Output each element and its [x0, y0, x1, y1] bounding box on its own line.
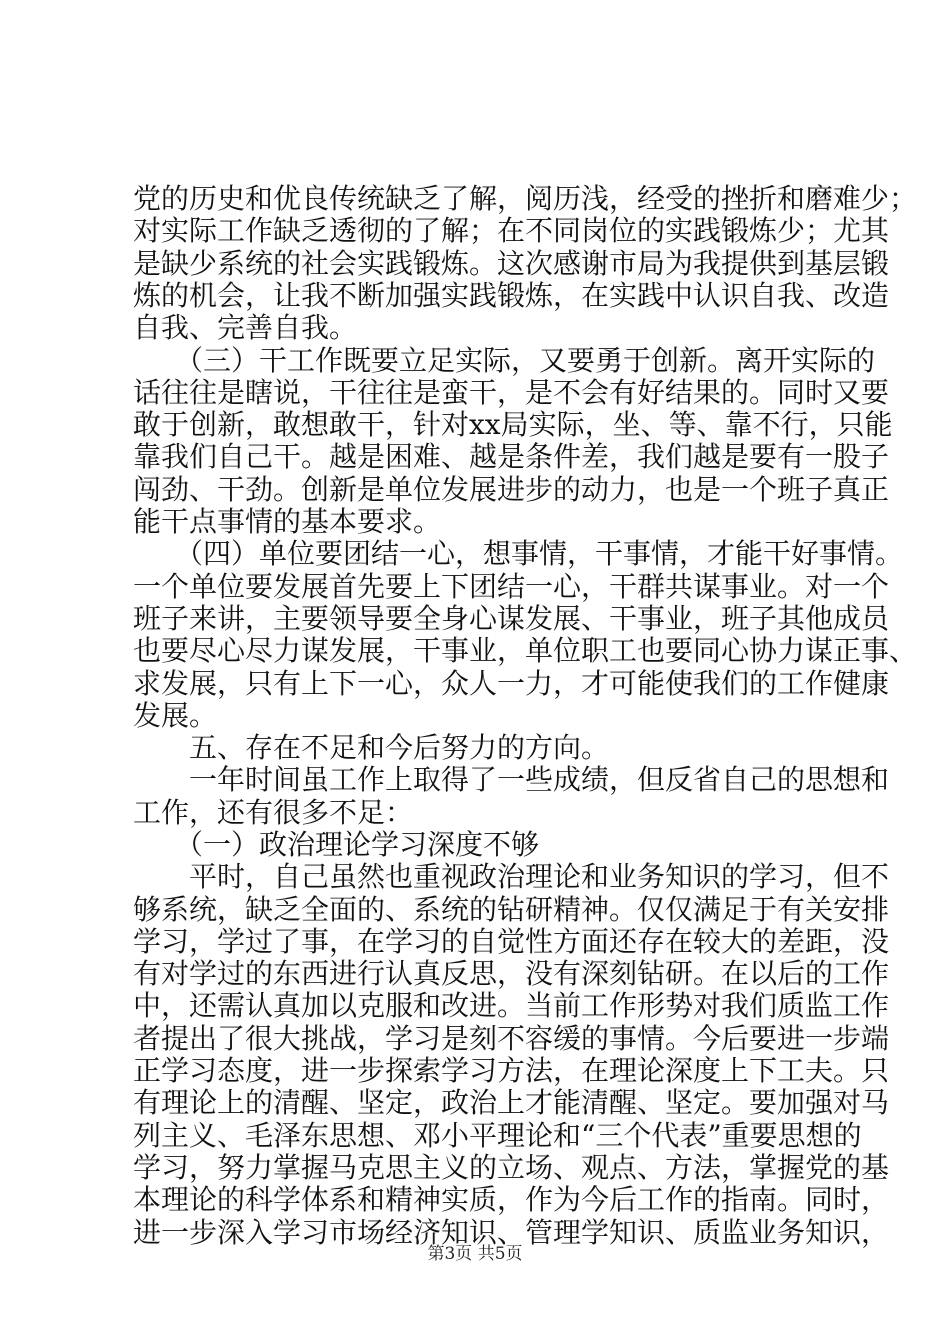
text-line: 一年时间虽工作上取得了一些成绩，但反省自己的思想和: [133, 763, 890, 796]
text-line: 列主义、毛泽东思想、邓小平理论和“三个代表”重要思想的: [133, 1119, 862, 1152]
subsection-heading: （一）政治理论学习深度不够: [133, 828, 540, 861]
text-line: （四）单位要团结一心，想事情，干事情，才能干好事情。: [133, 537, 904, 570]
text-line: 中，还需认真加以克服和改进。当前工作形势对我们质监工作: [133, 989, 890, 1022]
text-line: 学习，努力掌握马克思主义的立场、观点、方法，掌握党的基: [133, 1151, 890, 1184]
text-line: 对实际工作缺乏透彻的了解；在不同岗位的实践锻炼少；尤其: [133, 214, 890, 247]
text-line: 本理论的科学体系和精神实质，作为今后工作的指南。同时，: [133, 1183, 890, 1216]
text-line: 党的历史和优良传统缺乏了解，阅历浅，经受的挫折和磨难少；: [133, 182, 918, 215]
text-line: 正学习态度，进一步探索学习方法，在理论深度上下工夫。只: [133, 1054, 890, 1087]
text-line: 学习，学过了事，在学习的自觉性方面还存在较大的差距，没: [133, 925, 890, 958]
text-line: 是缺少系统的社会实践锻炼。这次感谢市局为我提供到基层锻: [133, 247, 890, 280]
section-heading: 五、存在不足和今后努力的方向。: [133, 731, 610, 764]
text-line: 求发展，只有上下一心，众人一力，才可能使我们的工作健康: [133, 667, 890, 700]
text-line: 话往往是瞎说，干往往是蛮干，是不会有好结果的。同时又要: [133, 376, 890, 409]
page-footer: 第3页 共5页: [427, 1244, 523, 1264]
text-line: 敢于创新，敢想敢干，针对xx局实际，坐、等、靠不行，只能: [133, 408, 893, 441]
text-line: 自我、完善自我。: [133, 311, 358, 344]
text-line: 进一步深入学习市场经济知识、管理学知识、质监业务知识，: [133, 1216, 890, 1249]
text-line: 班子来讲，主要领导要全身心谋发展、干事业，班子其他成员: [133, 602, 890, 635]
text-line: 有理论上的清醒、坚定，政治上才能清醒、坚定。要加强对马: [133, 1086, 890, 1119]
text-line: 靠我们自己干。越是困难、越是条件差，我们越是要有一股子: [133, 440, 890, 473]
text-line: 炼的机会，让我不断加强实践锻炼，在实践中认识自我、改造: [133, 279, 890, 312]
text-line: 平时，自己虽然也重视政治理论和业务知识的学习，但不: [133, 860, 890, 893]
text-line: （三）干工作既要立足实际，又要勇于创新。离开实际的: [133, 344, 876, 377]
text-line: 也要尽心尽力谋发展，干事业，单位职工也要同心协力谋正事、: [133, 634, 918, 667]
text-line: 工作，还有很多不足：: [133, 796, 414, 829]
text-line: 能干点事情的基本要求。: [133, 505, 442, 538]
text-line: 发展。: [133, 699, 218, 732]
text-line: 一个单位要发展首先要上下团结一心，干群共谋事业。对一个: [133, 570, 890, 603]
text-line: 者提出了很大挑战，学习是刻不容缓的事情。今后要进一步端: [133, 1022, 890, 1055]
text-line: 有对学过的东西进行认真反思，没有深刻钻研。在以后的工作: [133, 957, 890, 990]
text-line: 闯劲、干劲。创新是单位发展进步的动力，也是一个班子真正: [133, 473, 890, 506]
text-line: 够系统，缺乏全面的、系统的钻研精神。仅仅满足于有关安排: [133, 893, 890, 926]
